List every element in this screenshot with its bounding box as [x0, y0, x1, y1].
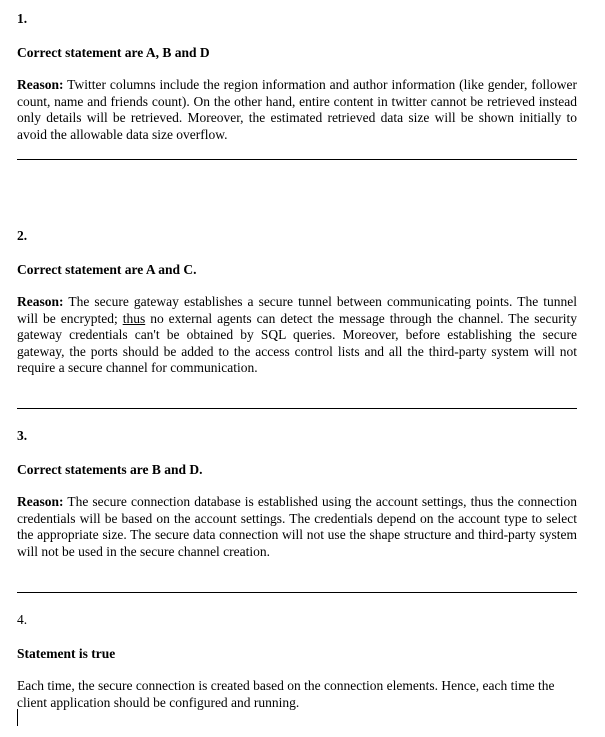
- body-paragraph: Each time, the secure connection is created based on the connection elements. Hence, each time the client application should be configured and running.: [17, 678, 555, 710]
- reason-label: Reason:: [17, 77, 64, 92]
- divider: [17, 408, 577, 409]
- reason-text-before: The secure gateway establishes a secure tunnel between communicating points. The tunnel will be encrypted;: [17, 294, 577, 326]
- reason-paragraph: [17, 77, 577, 143]
- section-1-reason: [17, 77, 577, 143]
- statement-verdict: Statement is true: [17, 646, 116, 661]
- section-3-statement: [17, 461, 577, 478]
- section-3-reason: [17, 494, 577, 560]
- correct-statement: Correct statements are B and D.: [17, 462, 203, 477]
- section-2: [17, 227, 577, 244]
- reason-paragraph: [17, 494, 577, 560]
- reason-paragraph: [17, 294, 577, 377]
- reason-label: Reason:: [17, 494, 64, 509]
- section-2-reason: [17, 294, 577, 377]
- section-number: 4.: [17, 612, 28, 627]
- divider: [17, 592, 577, 593]
- section-number: 2.: [17, 228, 28, 243]
- section-1-statement: [17, 44, 577, 61]
- reason-text-after: no external agents can detect the message through the channel. The security gateway credentials can't be obtained by SQL queries. Moreover, before establishing the secure gateway, the ports should be added to the access control lists and all the third-party system will not require a secure channel for communication.: [17, 310, 578, 375]
- reason-label: Reason:: [17, 294, 64, 309]
- reason-text: The secure connection database is established using the account settings, thus the connection credentials will be based on the account settings. The credentials depend on the account type to select the appropriate size. The secure data connection will not use the shape structure and third-party system will not be used in the secure channel creation.: [17, 494, 577, 559]
- section-3: [17, 427, 577, 444]
- section-4: [17, 611, 577, 628]
- underlined-word: thus: [122, 310, 146, 326]
- section-4-body: [17, 678, 577, 711]
- section-2-statement: [17, 261, 577, 278]
- section-number: 3.: [17, 428, 28, 443]
- section-4-statement: [17, 645, 577, 662]
- correct-statement: Correct statement are A, B and D: [17, 45, 210, 60]
- section-number: 1.: [17, 11, 28, 26]
- section-1: [17, 10, 577, 27]
- reason-text: Twitter columns include the region information and author information (like gender, follower count, name and friends count). On the other hand, entire content in twitter cannot be retrieved instead only details will be retrieved. Moreover, the estimated retrieved data size will be shown initially to avoid the allowable data size overflow.: [17, 77, 577, 142]
- divider: [17, 159, 577, 160]
- text-cursor: [17, 709, 18, 726]
- correct-statement: Correct statement are A and C.: [17, 262, 197, 277]
